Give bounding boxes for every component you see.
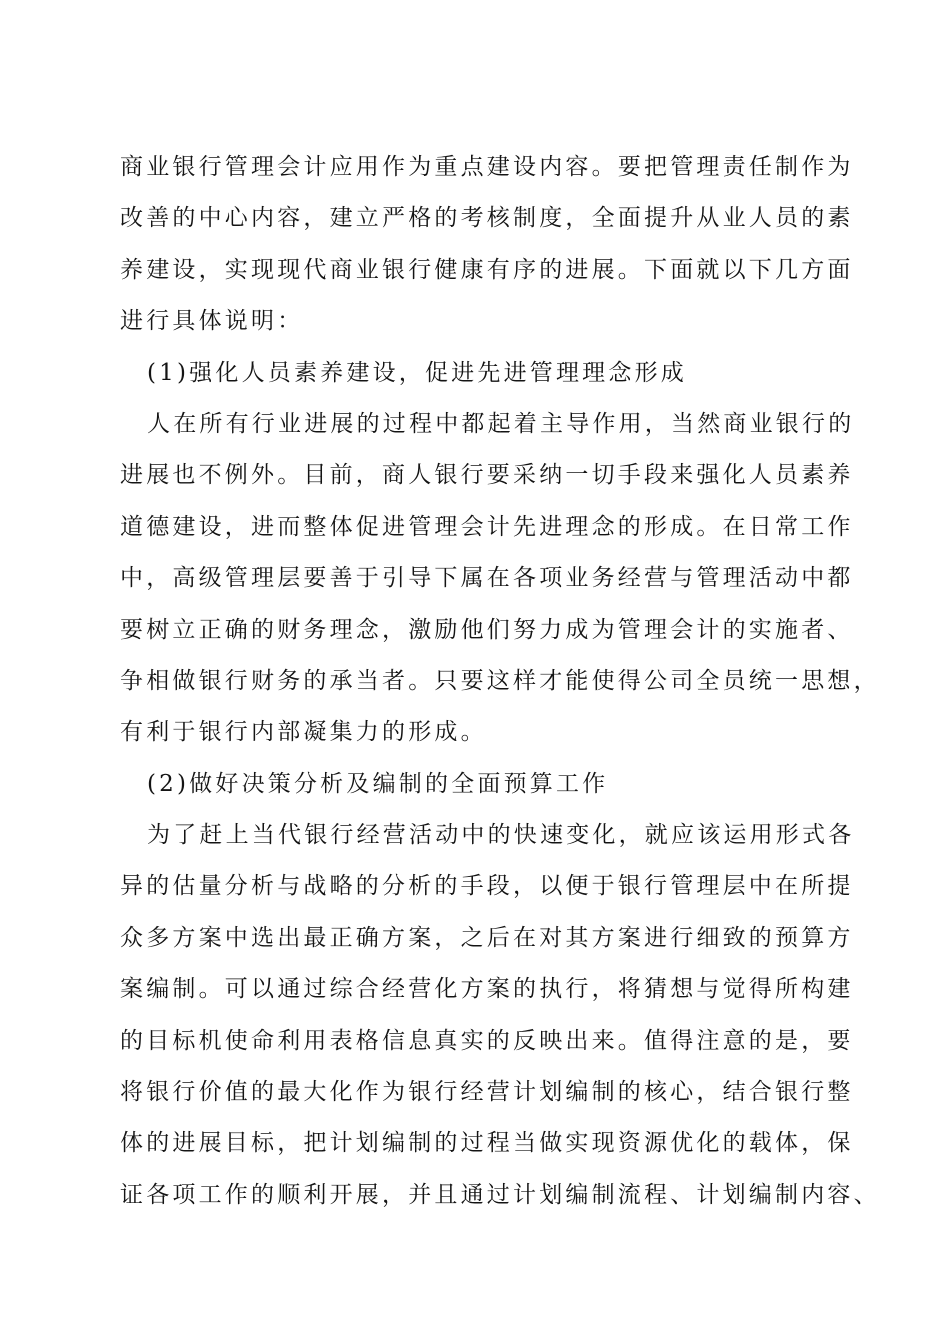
- text-line: 为了赶上当代银行经营活动中的快速变化，就应该运用形式各: [147, 822, 855, 849]
- text-line: 证各项工作的顺利开展，并且通过计划编制流程、计划编制内容、: [120, 1181, 880, 1208]
- body-text: [120, 142, 880, 1221]
- text-line: 中，高级管理层要善于引导下属在各项业务经营与管理活动中都: [120, 565, 854, 592]
- text-line: 有利于银行内部凝集力的形成。: [120, 719, 487, 746]
- text-line: 案编制。可以通过综合经营化方案的执行，将猜想与觉得所构建: [120, 976, 854, 1003]
- text-line: 的目标机使命利用表格信息真实的反映出来。值得注意的是，要: [120, 1027, 854, 1054]
- text-line: 争相做银行财务的承当者。只要这样才能使得公司全员统一思想，: [120, 667, 880, 694]
- text-line: 异的估量分析与战略的分析的手段，以便于银行管理层中在所提: [120, 873, 854, 900]
- text-line: 进展也不例外。目前，商人银行要采纳一切手段来强化人员素养: [120, 462, 854, 489]
- text-line: 将银行价值的最大化作为银行经营计划编制的核心，结合银行整: [120, 1079, 854, 1106]
- text-line: 养建设，实现现代商业银行健康有序的进展。下面就以下几方面: [120, 256, 854, 283]
- text-line: 体的进展目标，把计划编制的过程当做实现资源优化的载体，保: [120, 1130, 854, 1157]
- text-line: 改善的中心内容，建立严格的考核制度，全面提升从业人员的素: [120, 205, 854, 232]
- text-line: 进行具体说明：: [120, 308, 304, 335]
- text-line: 道德建设，进而整体促进管理会计先进理念的形成。在日常工作: [120, 513, 854, 540]
- text-line: 要树立正确的财务理念，激励他们努力成为管理会计的实施者、: [120, 616, 854, 643]
- section-heading: (2)做好决策分析及编制的全面预算工作: [147, 770, 609, 797]
- section-heading: (1)强化人员素养建设，促进先进管理理念形成: [147, 359, 687, 386]
- text-line: 众多方案中选出最正确方案，之后在对其方案进行细致的预算方: [120, 924, 854, 951]
- text-line: 人在所有行业进展的过程中都起着主导作用，当然商业银行的: [147, 410, 855, 437]
- text-line: 商业银行管理会计应用作为重点建设内容。要把管理责任制作为: [120, 154, 854, 180]
